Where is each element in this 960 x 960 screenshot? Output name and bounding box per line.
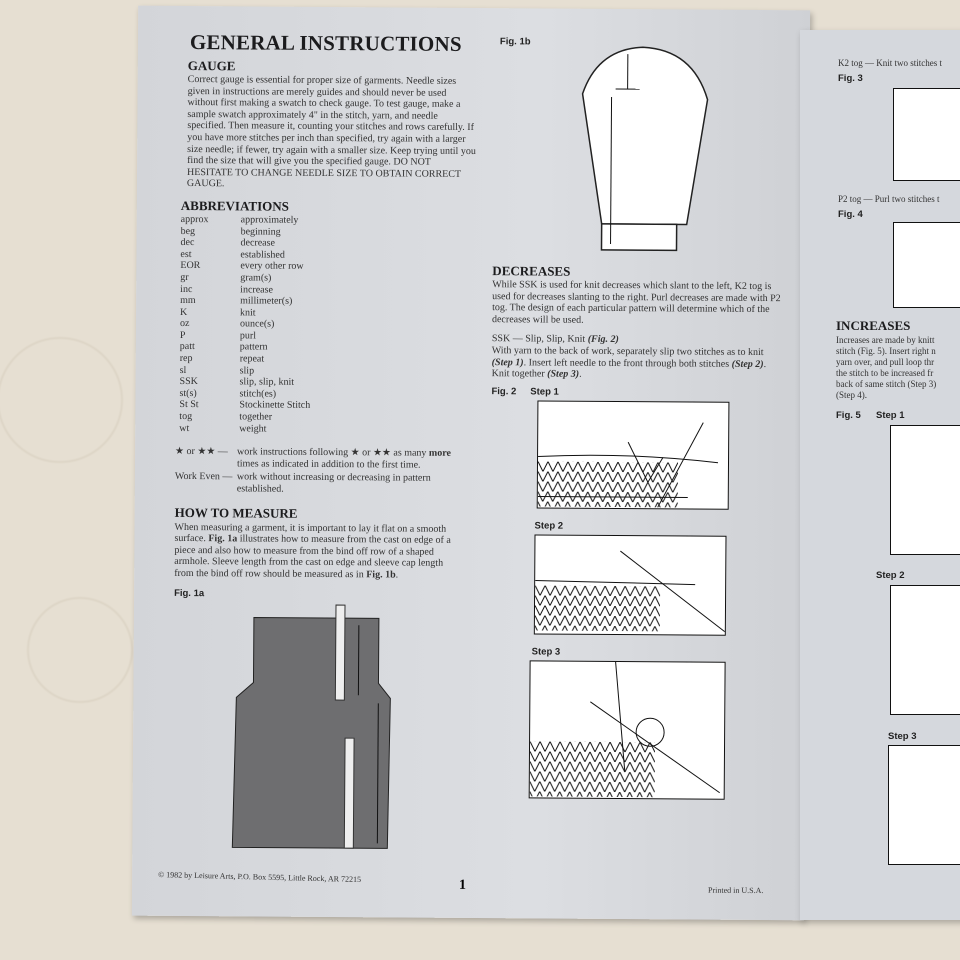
- abbreviation-term: dec: [180, 237, 195, 249]
- abbreviation-meaning: stitch(es): [239, 388, 277, 400]
- abbreviation-meaning: slip: [239, 365, 255, 377]
- abbreviation-term: st(s): [179, 387, 197, 399]
- fig-4-illustration: [893, 222, 960, 308]
- abbreviation-term: mm: [180, 295, 196, 307]
- abbreviations-list: [179, 214, 477, 436]
- abbreviation-meaning: beginning: [240, 225, 281, 238]
- abbreviation-meaning: pattern: [239, 341, 268, 354]
- measure-heading: HOW TO MEASURE: [174, 504, 298, 521]
- abbreviation-term: gr: [180, 271, 189, 283]
- fig-5-step-1-illustration: [890, 425, 960, 555]
- abbreviation-meaning: increase: [240, 283, 274, 296]
- increases-heading: INCREASES: [836, 318, 911, 333]
- fig-5-step-1-label: Step 1: [876, 410, 905, 421]
- star-term: ★ or ★★ —: [175, 446, 228, 458]
- abbreviation-meaning: gram(s): [240, 272, 272, 284]
- abbreviation-term: SSK: [179, 376, 198, 388]
- measure-text: When measuring a garment, it is important to lay it flat on a smooth surface. Fig. 1a illustrates how to measure from the cast on edge of a piece and also how to measure from the bind off row of a shaped armhole. Sleeve length from the cast on edge and sleeve cap length from the bind off row should be measured as in Fig. 1b.: [174, 521, 451, 581]
- fig-5-step-2-illustration: [890, 585, 960, 715]
- ssk-title: SSK — Slip, Slip, Knit (Fig. 2): [491, 333, 619, 346]
- fig-5-step-3-label: Step 3: [888, 731, 917, 742]
- abbreviation-meaning: slip, slip, knit: [239, 376, 295, 389]
- abbreviation-meaning: together: [239, 411, 273, 423]
- fig-4-label: Fig. 4: [838, 209, 863, 220]
- gauge-text: Correct gauge is essential for proper size of garments. Needle sizes given in instructions are merely guides and should never be used without first making a swatch to check gauge. To test gauge, make a sample swatch approximately 4" in the stitch, yarn, and needle specified. Then measure it, counting your stitches and rows carefully. If you have more stitches per inch than specified, try again with a larger size needle; if fewer, try again with a smaller size. Keep trying until you find the size that will give you the specified gauge. DO NOT HESITATE TO CHANGE NEEDLE SIZE TO OBTAIN CORRECT GAUGE.: [186, 74, 476, 190]
- work-even-definition: work without increasing or decreasing in pattern established.: [236, 471, 431, 495]
- abbreviation-term: tog: [179, 410, 193, 423]
- step-1-illustration: [537, 400, 730, 509]
- fig-5-label: Fig. 5: [836, 410, 861, 421]
- abbreviation-meaning: ounce(s): [239, 318, 275, 330]
- abbreviation-meaning: weight: [239, 423, 267, 435]
- gauge-heading: GAUGE: [187, 58, 236, 74]
- abbreviation-meaning: repeat: [239, 353, 265, 365]
- fig-1b-sleeve-illustration: [576, 39, 718, 260]
- step-3-label: Step 3: [531, 646, 561, 658]
- abbreviation-term: patt: [179, 341, 195, 353]
- k2tog-text: K2 tog — Knit two stitches t: [838, 58, 942, 68]
- fig-1a-garment-illustration: [227, 602, 399, 853]
- page-number: 1: [458, 877, 467, 893]
- abbreviations-heading: ABBREVIATIONS: [180, 197, 289, 214]
- copyright-text: © 1982 by Leisure Arts, P.O. Box 5595, Little Rock, AR 72215: [158, 870, 362, 885]
- abbreviation-meaning: decrease: [240, 237, 275, 249]
- step-2-label: Step 2: [534, 520, 564, 532]
- abbreviation-term: inc: [180, 283, 193, 295]
- fig-1a-label: Fig. 1a: [174, 587, 205, 599]
- star-note: [175, 446, 475, 471]
- abbreviation-term: St St: [179, 399, 199, 411]
- abbreviation-meaning: purl: [239, 330, 257, 342]
- step-1-label: Step 1: [530, 386, 559, 398]
- abbreviation-term: EOR: [180, 260, 201, 272]
- abbreviation-meaning: approximately: [240, 214, 299, 226]
- printed-in-text: Printed in U.S.A.: [707, 885, 764, 896]
- abbreviation-meaning: millimeter(s): [240, 295, 293, 307]
- star-definition: work instructions following ★ or ★★ as many more times as indicated in addition to the first time.: [236, 446, 452, 471]
- abbreviation-term: rep: [179, 353, 193, 365]
- abbreviation-meaning: knit: [240, 307, 256, 319]
- ssk-text: With yarn to the back of work, separately slip two stitches as to knit (Step 1). Insert left needle to the front through both stitches (Step 2). Knit together (Step 3).: [491, 345, 767, 380]
- step-2-illustration: [534, 534, 727, 635]
- abbreviation-term: K: [180, 306, 188, 318]
- work-even-note: [175, 471, 475, 496]
- abbreviation-meaning: established: [240, 249, 285, 261]
- fig-5-step-2-label: Step 2: [876, 570, 905, 581]
- fig-1b-label: Fig. 1b: [499, 36, 531, 48]
- increases-text: Increases are made by knitt stitch (Fig. 5). Insert right n yarn over, and pull loop thr the stitch to be increased fr back of same stitch (Step 3) (Step 4).: [836, 335, 937, 400]
- fig-3-label: Fig. 3: [838, 73, 863, 84]
- page-title: GENERAL INSTRUCTIONS: [189, 30, 462, 56]
- abbreviation-term: wt: [179, 422, 190, 434]
- abbreviation-term: oz: [179, 318, 190, 330]
- booklet-page-left: [132, 6, 810, 921]
- decreases-text: While SSK is used for knit decreases which slant to the left, K2 tog is used for decreases slanting to the right. Purl decreases are made with P2 tog. The design of each particular pattern will determine which of the decreases will be used.: [491, 279, 781, 326]
- abbreviation-term: est: [180, 248, 192, 260]
- p2tog-text: P2 tog — Purl two stitches t: [838, 194, 940, 204]
- fig-3-illustration: [893, 88, 960, 181]
- fig-2-header: [491, 386, 783, 400]
- booklet-page-right: [800, 30, 960, 920]
- abbreviation-term: approx: [180, 213, 209, 226]
- work-even-term: Work Even —: [174, 471, 233, 483]
- abbreviation-meaning: Stockinette Stitch: [239, 399, 311, 412]
- step-3-illustration: [529, 660, 726, 799]
- abbreviation-term: beg: [180, 225, 196, 237]
- abbreviation-meaning: every other row: [240, 260, 304, 273]
- abbreviation-term: sl: [179, 364, 187, 376]
- decreases-heading: DECREASES: [492, 263, 571, 279]
- fig-5-step-3-illustration: [888, 745, 960, 865]
- middle-column: [489, 263, 785, 800]
- left-column: [172, 30, 478, 854]
- fig-2-label: Fig. 2: [491, 385, 517, 398]
- abbreviation-term: P: [179, 329, 186, 341]
